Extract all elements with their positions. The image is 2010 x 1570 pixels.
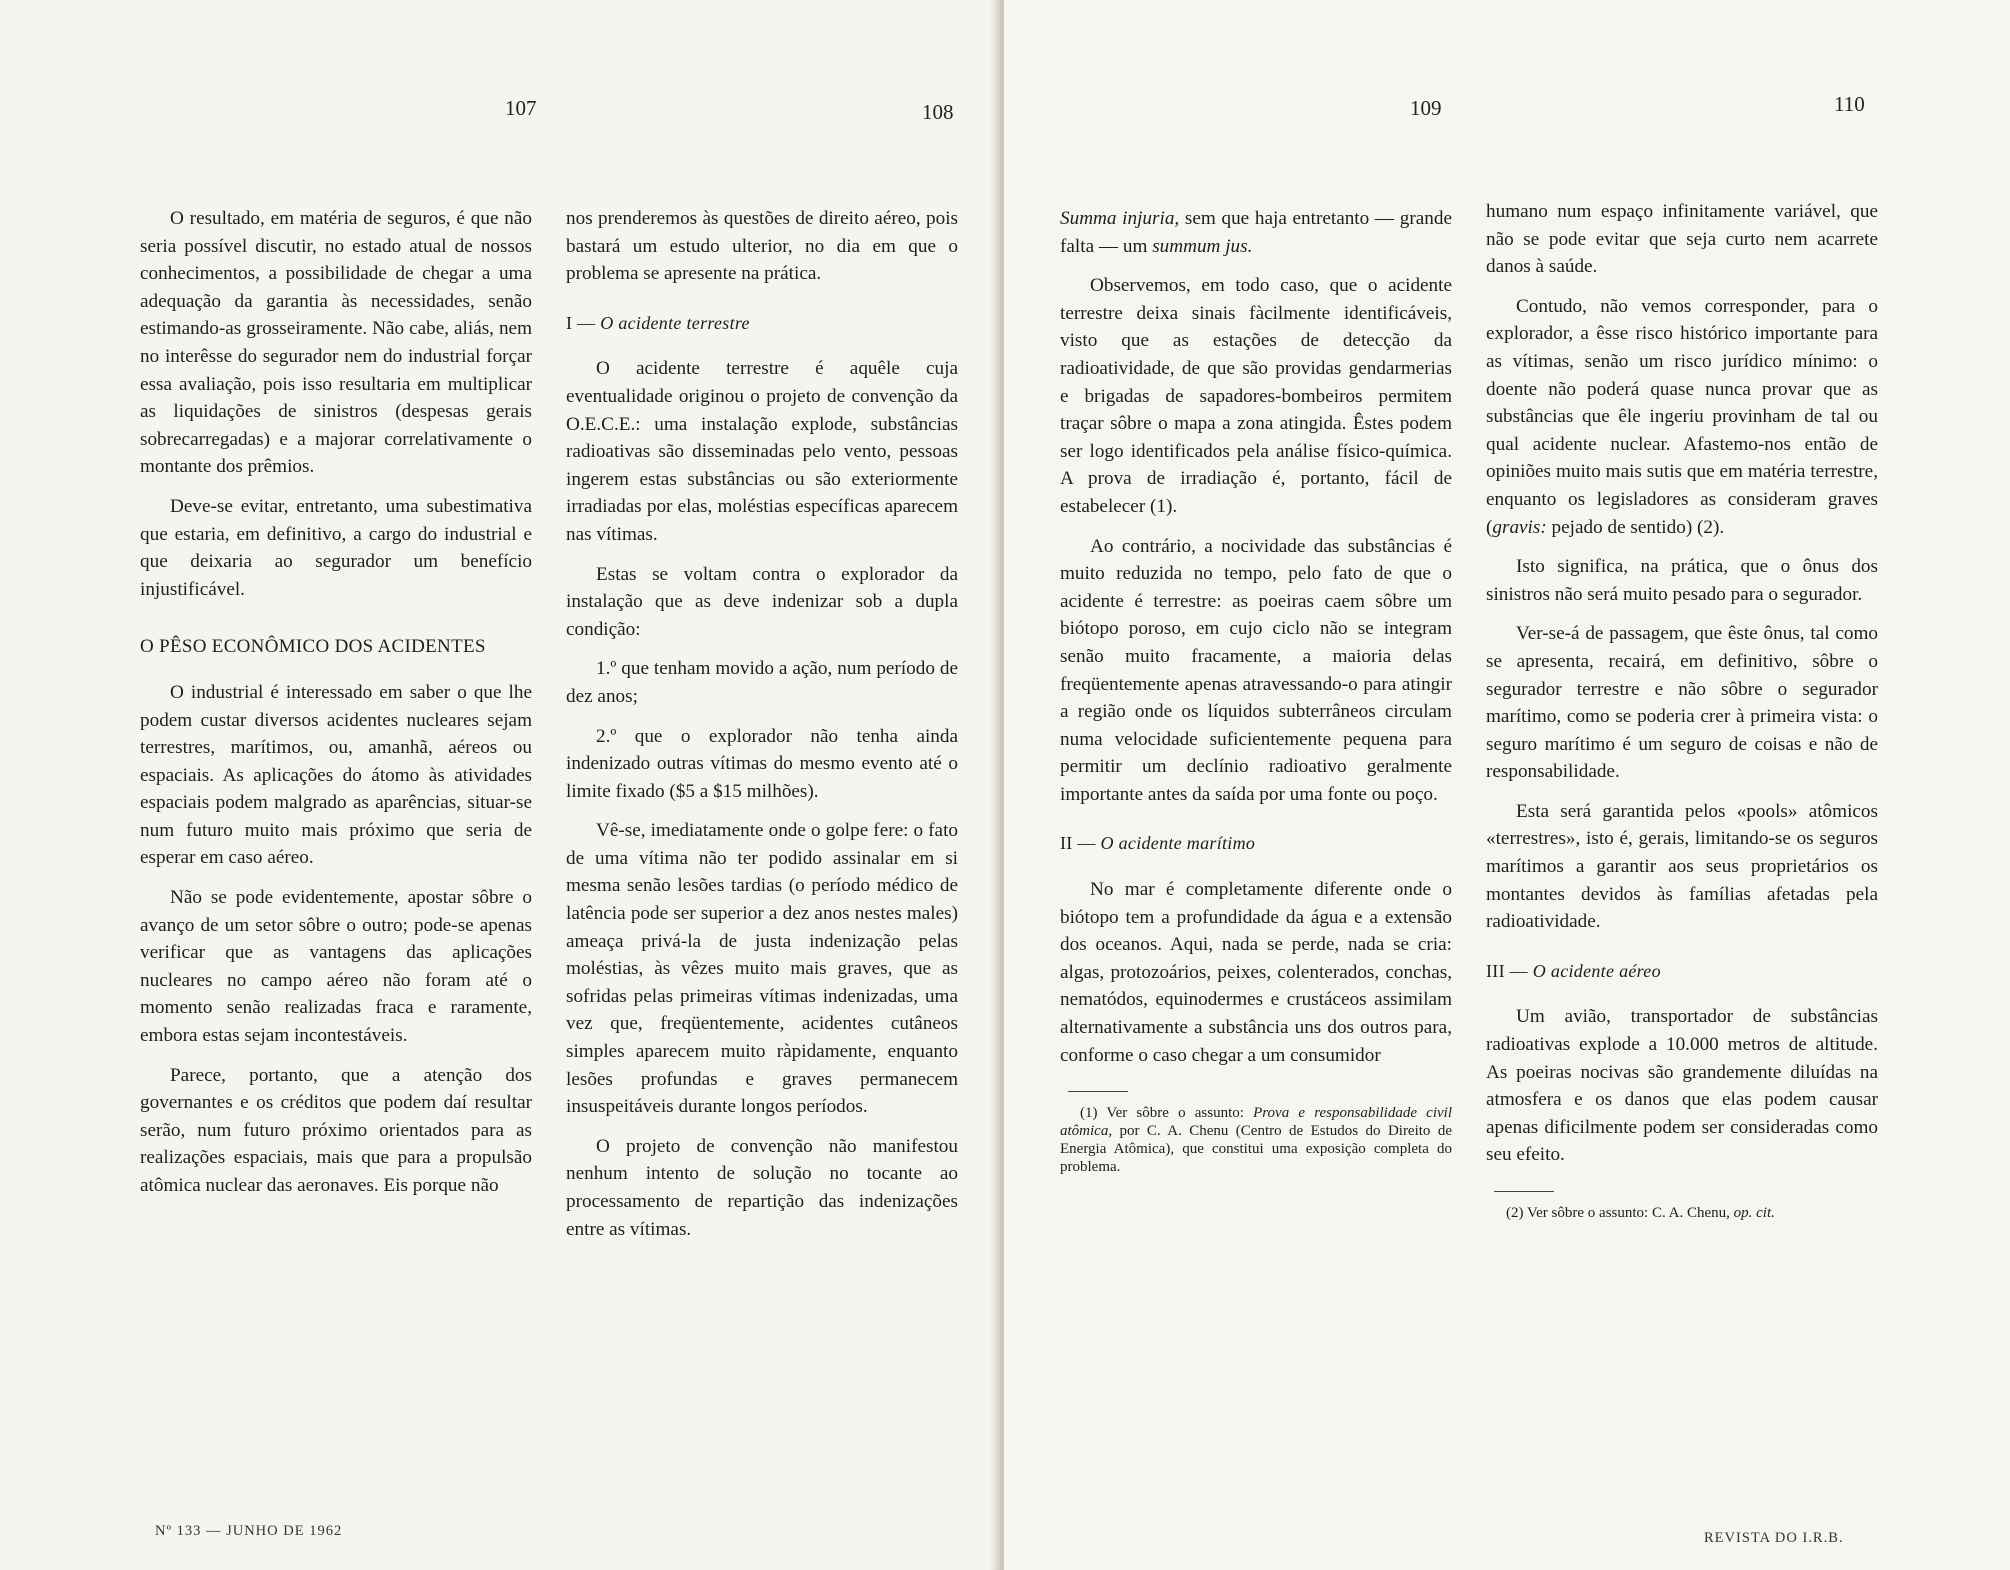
right-page: [1004, 0, 2010, 1570]
paragraph: Um avião, transportador de substâncias radioativas explode a 10.000 metros de altitude. As poeiras nocivas são grandemente diluídas na atmosfera e os danos que elas podem causar apenas dificilmente podem ser consideradas como seu efeito.: [1486, 1006, 1878, 1166]
paragraph: nos prenderemos às questões de direito aéreo, pois bastará um estudo ulterior, no dia em que o problema se apresente na prática.: [566, 208, 958, 285]
paragraph: Deve-se evitar, entretanto, uma subestimativa que estaria, em definitivo, a cargo do industrial e que deixaria ao segurador um benefício injustificável.: [140, 495, 532, 600]
page-number-107: 107: [505, 96, 537, 120]
lead-text: sem que haja entretanto — grande falta — um: [1060, 208, 1452, 257]
footnote-italic: op. cit.: [1733, 1205, 1775, 1221]
section-heading: [1060, 830, 1452, 858]
paragraph: [1060, 205, 1452, 260]
heading-title: O acidente marítimo: [1100, 833, 1256, 854]
footer-issue: Nº 133 — JUNHO DE 1962: [155, 1523, 343, 1539]
heading-numeral: I —: [566, 312, 596, 333]
footnote-number: (1): [1080, 1105, 1098, 1122]
lead-italic: summum jus.: [1152, 235, 1253, 257]
heading-title: O acidente terrestre: [600, 312, 750, 333]
footnote-italic: Prova e responsabilidade civil atômica,: [1060, 1105, 1452, 1140]
heading-numeral: III —: [1486, 960, 1528, 981]
section-heading: [1486, 958, 1878, 986]
column-108: [566, 205, 958, 1445]
paragraph: Ao contrário, a nocividade das substâncias é muito reduzida no tempo, pelo fato de que o acidente é terrestre: as poeiras caem sôbre um biótopo poroso, em cujo ciclo não se integram senão muito fracamente, a maioria delas freqüentemente apenas atravessando-o para atingir a região onde os líquidos subterrâneos circulam numa velocidade suficientemente pequena para permitir um declínio radioativo geralmente importante antes da saída por uma fonte ou poço.: [1060, 535, 1452, 805]
column-109: [1060, 205, 1452, 1445]
paragraph: No mar é completamente diferente onde o biótopo tem a profundidade da água e a extensão dos oceanos. Aqui, nada se perde, nada se cria: algas, protozoários, peixes, colenterados, conchas, nematódos, equinodermes e crustáceos assimilam alternativamente a substância uns dos outros para, conforme o caso chegar a um consumidor: [1060, 879, 1452, 1066]
paragraph: O industrial é interessado em saber o que lhe podem custar diversos acidentes nucleares sejam terrestres, marítimos, ou, amanhã, aéreos ou espaciais. As aplicações do átomo às atividades espaciais podem malgrado as aparências, situar-se num futuro muito mais próximo que seria de esperar em caso aéreo.: [140, 681, 532, 869]
paragraph: O projeto de convenção não manifestou nenhum intento de solução no tocante ao processamento de repartição das indenizações entre as vítimas.: [566, 1135, 958, 1240]
footnote-rule: [1494, 1191, 1554, 1192]
paragraph-italic: gravis:: [1492, 516, 1547, 538]
footnotes: [1486, 1191, 1878, 1222]
footer-journal: REVISTA DO I.R.B.: [1704, 1530, 1844, 1546]
paragraph: Estas se voltam contra o explorador da instalação que as deve indenizar sob a dupla condição:: [566, 563, 958, 640]
paragraph: Observemos, em todo caso, que o acidente terrestre deixa sinais fàcilmente identificáveis, visto que as estações de detecção da radioatividade, de que são providas gendarmerias e brigadas de sapadores-bombeiros permitem traçar sôbre o mapa a zona atingida. Êstes podem ser logo identificados pela análise físico-química. A prova de irradiação é, portanto, fácil de estabelecer (1).: [1060, 275, 1452, 517]
footnote: [1060, 1104, 1452, 1176]
column-107: [140, 205, 532, 1445]
section-heading: [566, 310, 958, 338]
paragraph-text: pejado de sentido) (2).: [1546, 516, 1725, 538]
page-number-109: 109: [1410, 96, 1442, 120]
heading-title: O acidente aéreo: [1532, 960, 1661, 981]
list-item: 1.º que tenham movido a ação, num período de dez anos;: [566, 658, 958, 707]
section-heading: O PÊSO ECONÔMICO DOS ACIDENTES: [140, 636, 486, 658]
left-page: [0, 0, 1000, 1570]
paragraph: Vê-se, imediatamente onde o golpe fere: o fato de uma vítima não ter podido assinalar em si mesma senão lesões tardias (o período médico de latência pode ser superior a dez anos nestes males) ameaça privá-la de justa indenização pelas moléstias, às vêzes muito mais graves, que as sofridas pelas primeiras vítimas indenizadas, uma vez que, freqüentemente, acidentes cutâneos simples aparecem muito ràpidamente, enquanto lesões profundas e graves permanecem insuspeitáveis durante longos períodos.: [566, 820, 958, 1118]
paragraph: Não se pode evidentemente, apostar sôbre o avanço de um setor sôbre o outro; pode-se apenas verificar que as vantagens das aplicações nucleares no campo aéreo não foram até o momento senão realizadas fraca e raramente, embora estas sejam incontestáveis.: [140, 887, 532, 1047]
heading-numeral: II —: [1060, 833, 1096, 854]
footnotes: [1060, 1091, 1452, 1176]
column-110: [1486, 198, 1878, 1438]
paragraph-text: Contudo, não vemos corresponder, para o explorador, a êsse risco histórico importante para as vítimas, senão um risco jurídico mínimo: o doente não poderá quase nunca provar que as substâncias que êle ingeriu provinham de tal ou qual acidente nuclear. Afastemo-nos então de opiniões muito mais sutis que em matéria terrestre, enquanto os legisladores as consideram graves (: [1486, 295, 1878, 538]
paragraph: Esta será garantida pelos «pools» atômicos «terrestres», isto é, gerais, limitando-se os seguros marítimos a garantir aos seus proprietários os montantes devidos às famílias afetadas pela radioatividade.: [1486, 800, 1878, 933]
paragraph: O resultado, em matéria de seguros, é que não seria possível discutir, no estado atual de nossos conhecimentos, a possibilidade de chegar a uma adequação da garantia às necessidades, senão estimando-as grosseiramente. Não cabe, aliás, nem no interêsse do segurador nem do industrial forçar essa avaliação, pois isso resultaria em multiplicar as liquidações de sinistros (despesas gerais sobrecarregadas) e a majorar correlativamente o montante dos prêmios.: [140, 208, 532, 478]
paragraph: O acidente terrestre é aquêle cuja eventualidade originou o projeto de convenção da O.E.C.E.: uma instalação explode, substâncias radioativas são disseminadas pelo vento, pessoas ingerem estas substâncias ou são exteriormente irradiadas por elas, moléstias específicas aparecem nas vítimas.: [566, 358, 958, 545]
footnote: [1486, 1204, 1878, 1222]
footnote-text: por C. A. Chenu (Centro de Estudos do Direito de Energia Atômica), que constitui uma exposição completa do problema.: [1060, 1123, 1452, 1176]
footnote-text: Ver sôbre o assunto: C. A. Chenu,: [1523, 1205, 1730, 1221]
paragraph: [1486, 293, 1878, 541]
footnote-number: (2): [1506, 1205, 1524, 1221]
page-number-108: 108: [922, 100, 954, 124]
footnote-text: Ver sôbre o assunto:: [1097, 1105, 1254, 1122]
paragraph: Parece, portanto, que a atenção dos governantes e os créditos que podem daí resultar serão, num futuro próximo orientados para as realizações espaciais, mais que para a propulsão atômica nuclear das aeronaves. Eis porque não: [140, 1064, 532, 1196]
paragraph: Isto significa, na prática, que o ônus dos sinistros não será muito pesado para o segurador.: [1486, 556, 1878, 605]
footnote-rule: [1068, 1091, 1128, 1092]
paragraph: Ver-se-á de passagem, que êste ônus, tal como se apresenta, recairá, em definitivo, sôbre o segurador terrestre e não sôbre o segurador marítimo, como se poderia crer à primeira vista: o seguro marítimo é um seguro de coisas e não de responsabilidade.: [1486, 623, 1878, 783]
page-number-110: 110: [1834, 92, 1865, 116]
list-item: 2.º que o explorador não tenha ainda indenizado outras vítimas do mesmo evento até o limite fixado ($5 a $15 milhões).: [566, 725, 958, 802]
lead-italic: Summa injuria,: [1060, 208, 1180, 229]
paragraph: humano num espaço infinitamente variável, que não se pode evitar que seja curto nem acarrete danos à saúde.: [1486, 201, 1878, 278]
